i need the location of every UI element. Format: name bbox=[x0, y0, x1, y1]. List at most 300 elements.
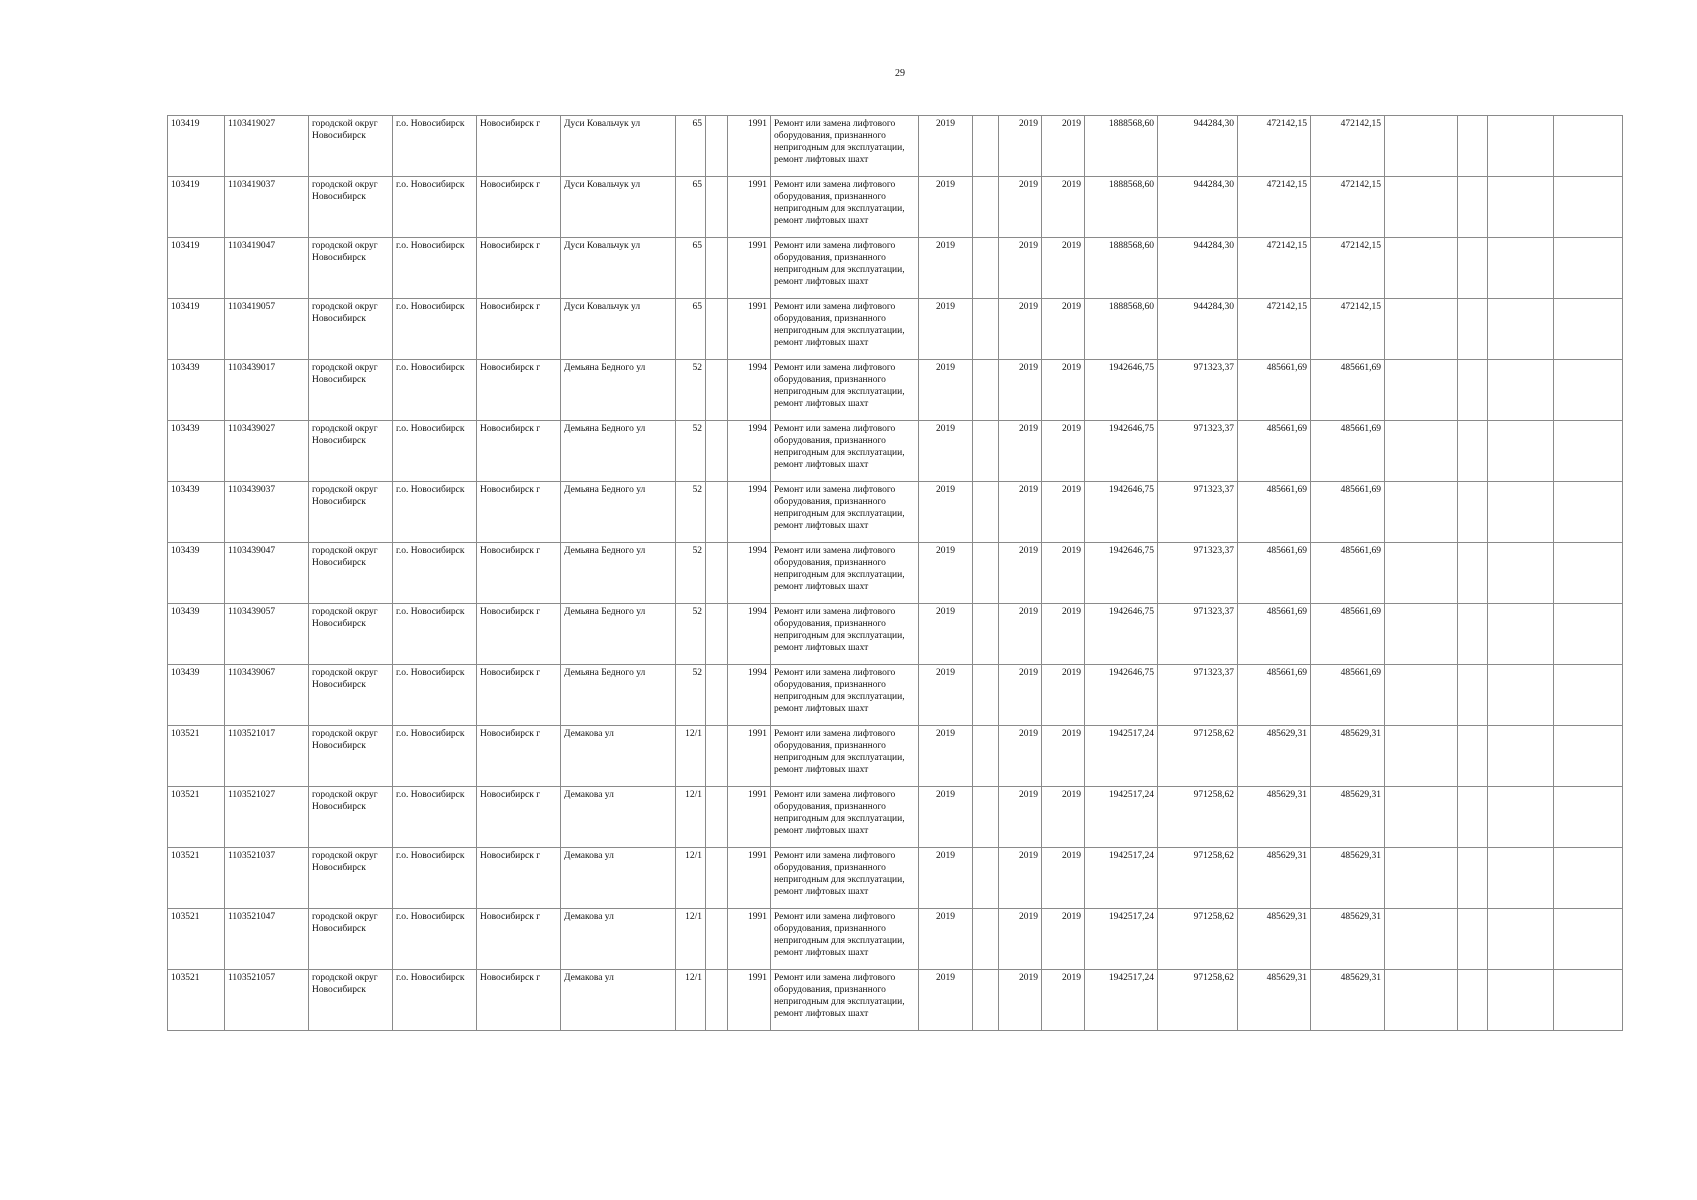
cell-district: г.о. Новосибирск bbox=[393, 299, 477, 360]
cell-work-type: Ремонт или замена лифтового оборудования, признанного непригодным для эксплуатации, ремонт лифтовых шахт bbox=[771, 665, 919, 726]
cell-work-type: Ремонт или замена лифтового оборудования, признанного непригодным для эксплуатации, ремонт лифтовых шахт bbox=[771, 238, 919, 299]
cell-house: 65 bbox=[676, 177, 706, 238]
cell-code: 1103521017 bbox=[225, 726, 309, 787]
cell-empty bbox=[1458, 665, 1488, 726]
cell-cost-region: 485661,69 bbox=[1238, 604, 1311, 665]
cell-empty bbox=[1385, 482, 1458, 543]
cell-street: Демакова ул bbox=[561, 848, 676, 909]
cell-cost-fund: 944284,30 bbox=[1158, 238, 1238, 299]
cell-empty bbox=[1554, 848, 1623, 909]
cell-cost-fund: 971258,62 bbox=[1158, 787, 1238, 848]
cell-work-type: Ремонт или замена лифтового оборудования, признанного непригодным для эксплуатации, ремонт лифтовых шахт bbox=[771, 970, 919, 1031]
cell-empty bbox=[973, 848, 999, 909]
cell-building bbox=[706, 970, 728, 1031]
table-row bbox=[168, 421, 1623, 482]
cell-plan-year: 2019 bbox=[919, 970, 973, 1031]
cell-cost-municipal: 485661,69 bbox=[1311, 421, 1385, 482]
cell-empty bbox=[1554, 604, 1623, 665]
cell-empty bbox=[973, 421, 999, 482]
cell-empty bbox=[1488, 299, 1554, 360]
cell-cost-region: 485661,69 bbox=[1238, 665, 1311, 726]
cell-empty bbox=[1554, 543, 1623, 604]
cell-street: Дуси Ковальчук ул bbox=[561, 238, 676, 299]
cell-street: Демакова ул bbox=[561, 787, 676, 848]
cell-city: Новосибирск г bbox=[477, 726, 561, 787]
cell-empty bbox=[1554, 726, 1623, 787]
cell-building bbox=[706, 909, 728, 970]
cell-cost-region: 485629,31 bbox=[1238, 726, 1311, 787]
cell-city: Новосибирск г bbox=[477, 543, 561, 604]
cell-empty bbox=[1385, 665, 1458, 726]
cell-empty bbox=[973, 177, 999, 238]
cell-house: 12/1 bbox=[676, 970, 706, 1031]
cell-code: 1103521037 bbox=[225, 848, 309, 909]
cell-year-from: 2019 bbox=[999, 177, 1042, 238]
cell-district: г.о. Новосибирск bbox=[393, 360, 477, 421]
cell-total-cost: 1888568,60 bbox=[1085, 116, 1158, 177]
cell-empty bbox=[1458, 299, 1488, 360]
cell-code: 1103439027 bbox=[225, 421, 309, 482]
cell-cost-fund: 944284,30 bbox=[1158, 177, 1238, 238]
cell-municipality: городской округ Новосибирск bbox=[309, 543, 393, 604]
cell-building bbox=[706, 421, 728, 482]
cell-cost-fund: 944284,30 bbox=[1158, 116, 1238, 177]
cell-year-built: 1994 bbox=[728, 604, 771, 665]
cell-empty bbox=[973, 543, 999, 604]
cell-city: Новосибирск г bbox=[477, 909, 561, 970]
cell-cost-fund: 971323,37 bbox=[1158, 665, 1238, 726]
cell-year-built: 1994 bbox=[728, 360, 771, 421]
cell-house: 65 bbox=[676, 238, 706, 299]
cell-empty bbox=[1488, 177, 1554, 238]
cell-cost-region: 485661,69 bbox=[1238, 360, 1311, 421]
cell-cost-region: 472142,15 bbox=[1238, 177, 1311, 238]
cell-empty bbox=[1458, 360, 1488, 421]
table-row bbox=[168, 726, 1623, 787]
cell-year-from: 2019 bbox=[999, 482, 1042, 543]
cell-cost-region: 485661,69 bbox=[1238, 543, 1311, 604]
cell-id: 103439 bbox=[168, 604, 225, 665]
cell-empty bbox=[973, 970, 999, 1031]
cell-year-to: 2019 bbox=[1042, 116, 1085, 177]
cell-empty bbox=[1488, 421, 1554, 482]
cell-cost-region: 485629,31 bbox=[1238, 787, 1311, 848]
cell-year-to: 2019 bbox=[1042, 665, 1085, 726]
cell-id: 103419 bbox=[168, 116, 225, 177]
cell-year-to: 2019 bbox=[1042, 848, 1085, 909]
cell-empty bbox=[973, 116, 999, 177]
cell-empty bbox=[1458, 177, 1488, 238]
cell-total-cost: 1942646,75 bbox=[1085, 543, 1158, 604]
cell-empty bbox=[1385, 604, 1458, 665]
cell-year-to: 2019 bbox=[1042, 299, 1085, 360]
cell-building bbox=[706, 604, 728, 665]
table-row bbox=[168, 909, 1623, 970]
cell-id: 103419 bbox=[168, 299, 225, 360]
cell-code: 1103419037 bbox=[225, 177, 309, 238]
cell-plan-year: 2019 bbox=[919, 726, 973, 787]
cell-year-from: 2019 bbox=[999, 116, 1042, 177]
cell-cost-fund: 971323,37 bbox=[1158, 604, 1238, 665]
cell-house: 52 bbox=[676, 543, 706, 604]
cell-empty bbox=[973, 665, 999, 726]
cell-empty bbox=[1385, 726, 1458, 787]
cell-code: 1103419027 bbox=[225, 116, 309, 177]
cell-empty bbox=[1554, 421, 1623, 482]
cell-empty bbox=[1458, 848, 1488, 909]
cell-city: Новосибирск г bbox=[477, 177, 561, 238]
cell-year-from: 2019 bbox=[999, 970, 1042, 1031]
cell-year-from: 2019 bbox=[999, 543, 1042, 604]
cell-year-from: 2019 bbox=[999, 848, 1042, 909]
table-row bbox=[168, 787, 1623, 848]
cell-total-cost: 1888568,60 bbox=[1085, 299, 1158, 360]
cell-id: 103439 bbox=[168, 665, 225, 726]
cell-year-from: 2019 bbox=[999, 909, 1042, 970]
cell-empty bbox=[1458, 116, 1488, 177]
cell-house: 12/1 bbox=[676, 848, 706, 909]
cell-id: 103439 bbox=[168, 482, 225, 543]
cell-year-to: 2019 bbox=[1042, 604, 1085, 665]
cell-plan-year: 2019 bbox=[919, 482, 973, 543]
cell-cost-municipal: 485661,69 bbox=[1311, 604, 1385, 665]
cell-empty bbox=[1458, 726, 1488, 787]
cell-city: Новосибирск г bbox=[477, 421, 561, 482]
cell-id: 103521 bbox=[168, 970, 225, 1031]
cell-cost-region: 472142,15 bbox=[1238, 116, 1311, 177]
cell-municipality: городской округ Новосибирск bbox=[309, 360, 393, 421]
cell-empty bbox=[1554, 299, 1623, 360]
cell-district: г.о. Новосибирск bbox=[393, 848, 477, 909]
cell-cost-fund: 971323,37 bbox=[1158, 482, 1238, 543]
cell-plan-year: 2019 bbox=[919, 848, 973, 909]
cell-year-from: 2019 bbox=[999, 421, 1042, 482]
cell-municipality: городской округ Новосибирск bbox=[309, 604, 393, 665]
cell-empty bbox=[973, 909, 999, 970]
cell-year-to: 2019 bbox=[1042, 360, 1085, 421]
cell-street: Демьяна Бедного ул bbox=[561, 665, 676, 726]
cell-code: 1103439067 bbox=[225, 665, 309, 726]
cell-year-to: 2019 bbox=[1042, 970, 1085, 1031]
cell-municipality: городской округ Новосибирск bbox=[309, 665, 393, 726]
cell-district: г.о. Новосибирск bbox=[393, 787, 477, 848]
page-number: 29 bbox=[895, 68, 905, 79]
cell-municipality: городской округ Новосибирск bbox=[309, 970, 393, 1031]
cell-empty bbox=[1385, 543, 1458, 604]
cell-city: Новосибирск г bbox=[477, 848, 561, 909]
cell-district: г.о. Новосибирск bbox=[393, 421, 477, 482]
cell-work-type: Ремонт или замена лифтового оборудования, признанного непригодным для эксплуатации, ремонт лифтовых шахт bbox=[771, 299, 919, 360]
table-row bbox=[168, 848, 1623, 909]
cell-cost-region: 472142,15 bbox=[1238, 299, 1311, 360]
cell-empty bbox=[1488, 848, 1554, 909]
cell-total-cost: 1942517,24 bbox=[1085, 970, 1158, 1031]
table-row bbox=[168, 970, 1623, 1031]
cell-code: 1103521057 bbox=[225, 970, 309, 1031]
cell-street: Демакова ул bbox=[561, 970, 676, 1031]
cell-empty bbox=[1458, 604, 1488, 665]
cell-empty bbox=[1458, 238, 1488, 299]
cell-house: 12/1 bbox=[676, 787, 706, 848]
cell-year-to: 2019 bbox=[1042, 238, 1085, 299]
cell-cost-municipal: 485629,31 bbox=[1311, 726, 1385, 787]
cell-cost-region: 485629,31 bbox=[1238, 909, 1311, 970]
cell-work-type: Ремонт или замена лифтового оборудования, признанного непригодным для эксплуатации, ремонт лифтовых шахт bbox=[771, 543, 919, 604]
cell-code: 1103439057 bbox=[225, 604, 309, 665]
cell-code: 1103521027 bbox=[225, 787, 309, 848]
cell-street: Дуси Ковальчук ул bbox=[561, 299, 676, 360]
cell-street: Дуси Ковальчук ул bbox=[561, 177, 676, 238]
cell-building bbox=[706, 360, 728, 421]
cell-empty bbox=[973, 360, 999, 421]
cell-empty bbox=[1554, 482, 1623, 543]
cell-cost-fund: 971323,37 bbox=[1158, 360, 1238, 421]
cell-total-cost: 1942646,75 bbox=[1085, 421, 1158, 482]
cell-plan-year: 2019 bbox=[919, 238, 973, 299]
cell-municipality: городской округ Новосибирск bbox=[309, 726, 393, 787]
cell-work-type: Ремонт или замена лифтового оборудования, признанного непригодным для эксплуатации, ремонт лифтовых шахт bbox=[771, 787, 919, 848]
cell-empty bbox=[1385, 421, 1458, 482]
cell-district: г.о. Новосибирск bbox=[393, 726, 477, 787]
cell-year-from: 2019 bbox=[999, 787, 1042, 848]
cell-house: 52 bbox=[676, 360, 706, 421]
cell-city: Новосибирск г bbox=[477, 116, 561, 177]
cell-year-built: 1991 bbox=[728, 177, 771, 238]
cell-cost-municipal: 485629,31 bbox=[1311, 970, 1385, 1031]
cell-id: 103521 bbox=[168, 909, 225, 970]
cell-total-cost: 1942646,75 bbox=[1085, 604, 1158, 665]
cell-empty bbox=[1554, 116, 1623, 177]
cell-cost-region: 485661,69 bbox=[1238, 482, 1311, 543]
cell-empty bbox=[1385, 116, 1458, 177]
cell-empty bbox=[1385, 177, 1458, 238]
cell-building bbox=[706, 787, 728, 848]
cell-city: Новосибирск г bbox=[477, 665, 561, 726]
cell-building bbox=[706, 665, 728, 726]
cell-empty bbox=[1458, 482, 1488, 543]
cell-cost-municipal: 485661,69 bbox=[1311, 665, 1385, 726]
cell-cost-region: 485661,69 bbox=[1238, 421, 1311, 482]
cell-empty bbox=[1385, 299, 1458, 360]
cell-cost-fund: 971258,62 bbox=[1158, 726, 1238, 787]
cell-plan-year: 2019 bbox=[919, 543, 973, 604]
cell-year-built: 1991 bbox=[728, 970, 771, 1031]
cell-id: 103521 bbox=[168, 726, 225, 787]
cell-municipality: городской округ Новосибирск bbox=[309, 421, 393, 482]
cell-street: Демьяна Бедного ул bbox=[561, 604, 676, 665]
cell-street: Демьяна Бедного ул bbox=[561, 543, 676, 604]
cell-empty bbox=[1488, 482, 1554, 543]
cell-district: г.о. Новосибирск bbox=[393, 665, 477, 726]
cell-year-from: 2019 bbox=[999, 299, 1042, 360]
cell-building bbox=[706, 177, 728, 238]
cell-cost-fund: 971258,62 bbox=[1158, 848, 1238, 909]
cell-district: г.о. Новосибирск bbox=[393, 482, 477, 543]
cell-cost-fund: 971258,62 bbox=[1158, 970, 1238, 1031]
table-row bbox=[168, 482, 1623, 543]
cell-empty bbox=[973, 299, 999, 360]
cell-empty bbox=[1554, 177, 1623, 238]
cell-year-built: 1994 bbox=[728, 543, 771, 604]
cell-year-built: 1991 bbox=[728, 848, 771, 909]
cell-code: 1103439037 bbox=[225, 482, 309, 543]
cell-year-to: 2019 bbox=[1042, 177, 1085, 238]
cell-house: 65 bbox=[676, 116, 706, 177]
table-row bbox=[168, 665, 1623, 726]
cell-id: 103439 bbox=[168, 543, 225, 604]
cell-id: 103419 bbox=[168, 238, 225, 299]
cell-plan-year: 2019 bbox=[919, 604, 973, 665]
cell-empty bbox=[1488, 238, 1554, 299]
cell-municipality: городской округ Новосибирск bbox=[309, 909, 393, 970]
cell-empty bbox=[1458, 970, 1488, 1031]
cell-total-cost: 1888568,60 bbox=[1085, 177, 1158, 238]
cell-district: г.о. Новосибирск bbox=[393, 238, 477, 299]
cell-cost-municipal: 485629,31 bbox=[1311, 848, 1385, 909]
cell-year-from: 2019 bbox=[999, 665, 1042, 726]
cell-street: Демьяна Бедного ул bbox=[561, 360, 676, 421]
cell-work-type: Ремонт или замена лифтового оборудования, признанного непригодным для эксплуатации, ремонт лифтовых шахт bbox=[771, 177, 919, 238]
cell-empty bbox=[1554, 665, 1623, 726]
cell-work-type: Ремонт или замена лифтового оборудования, признанного непригодным для эксплуатации, ремонт лифтовых шахт bbox=[771, 726, 919, 787]
cell-district: г.о. Новосибирск bbox=[393, 543, 477, 604]
cell-plan-year: 2019 bbox=[919, 665, 973, 726]
cell-year-built: 1994 bbox=[728, 665, 771, 726]
cell-cost-municipal: 485661,69 bbox=[1311, 543, 1385, 604]
cell-municipality: городской округ Новосибирск bbox=[309, 299, 393, 360]
cell-city: Новосибирск г bbox=[477, 482, 561, 543]
cell-street: Демакова ул bbox=[561, 909, 676, 970]
cell-work-type: Ремонт или замена лифтового оборудования, признанного непригодным для эксплуатации, ремонт лифтовых шахт bbox=[771, 116, 919, 177]
cell-id: 103439 bbox=[168, 360, 225, 421]
cell-total-cost: 1888568,60 bbox=[1085, 238, 1158, 299]
cell-municipality: городской округ Новосибирск bbox=[309, 238, 393, 299]
table-row bbox=[168, 116, 1623, 177]
cell-empty bbox=[1488, 116, 1554, 177]
cell-total-cost: 1942517,24 bbox=[1085, 848, 1158, 909]
cell-district: г.о. Новосибирск bbox=[393, 116, 477, 177]
cell-building bbox=[706, 543, 728, 604]
cell-cost-municipal: 485629,31 bbox=[1311, 787, 1385, 848]
cell-city: Новосибирск г bbox=[477, 360, 561, 421]
cell-empty bbox=[1385, 787, 1458, 848]
cell-house: 65 bbox=[676, 299, 706, 360]
cell-empty bbox=[1385, 848, 1458, 909]
cell-house: 52 bbox=[676, 665, 706, 726]
cell-empty bbox=[1488, 360, 1554, 421]
cell-empty bbox=[1385, 970, 1458, 1031]
cell-year-built: 1991 bbox=[728, 299, 771, 360]
cell-cost-municipal: 485661,69 bbox=[1311, 360, 1385, 421]
cell-house: 12/1 bbox=[676, 909, 706, 970]
cell-year-to: 2019 bbox=[1042, 909, 1085, 970]
cell-plan-year: 2019 bbox=[919, 116, 973, 177]
cell-house: 12/1 bbox=[676, 726, 706, 787]
cell-cost-municipal: 485629,31 bbox=[1311, 909, 1385, 970]
cell-empty bbox=[1385, 360, 1458, 421]
cell-city: Новосибирск г bbox=[477, 970, 561, 1031]
cell-empty bbox=[1488, 970, 1554, 1031]
cell-plan-year: 2019 bbox=[919, 421, 973, 482]
cell-work-type: Ремонт или замена лифтового оборудования, признанного непригодным для эксплуатации, ремонт лифтовых шахт bbox=[771, 482, 919, 543]
cell-total-cost: 1942517,24 bbox=[1085, 909, 1158, 970]
cell-year-to: 2019 bbox=[1042, 543, 1085, 604]
cell-year-from: 2019 bbox=[999, 360, 1042, 421]
cell-building bbox=[706, 116, 728, 177]
cell-cost-municipal: 472142,15 bbox=[1311, 177, 1385, 238]
cell-cost-municipal: 472142,15 bbox=[1311, 116, 1385, 177]
cell-year-built: 1991 bbox=[728, 726, 771, 787]
cell-city: Новосибирск г bbox=[477, 604, 561, 665]
cell-empty bbox=[1488, 726, 1554, 787]
cell-empty bbox=[1488, 909, 1554, 970]
cell-building bbox=[706, 726, 728, 787]
cell-year-built: 1991 bbox=[728, 909, 771, 970]
cell-plan-year: 2019 bbox=[919, 177, 973, 238]
cell-year-to: 2019 bbox=[1042, 726, 1085, 787]
cell-empty bbox=[1554, 238, 1623, 299]
cell-year-built: 1994 bbox=[728, 421, 771, 482]
cell-cost-region: 485629,31 bbox=[1238, 848, 1311, 909]
cell-municipality: городской округ Новосибирск bbox=[309, 177, 393, 238]
cell-empty bbox=[1488, 543, 1554, 604]
cell-district: г.о. Новосибирск bbox=[393, 177, 477, 238]
cell-year-built: 1994 bbox=[728, 482, 771, 543]
cell-empty bbox=[973, 482, 999, 543]
table-row bbox=[168, 299, 1623, 360]
cell-id: 103439 bbox=[168, 421, 225, 482]
cell-cost-fund: 944284,30 bbox=[1158, 299, 1238, 360]
cell-empty bbox=[1488, 604, 1554, 665]
cell-street: Дуси Ковальчук ул bbox=[561, 116, 676, 177]
cell-building bbox=[706, 299, 728, 360]
cell-empty bbox=[1385, 238, 1458, 299]
cell-district: г.о. Новосибирск bbox=[393, 970, 477, 1031]
cell-street: Демакова ул bbox=[561, 726, 676, 787]
cell-empty bbox=[1554, 909, 1623, 970]
cell-city: Новосибирск г bbox=[477, 238, 561, 299]
table-row bbox=[168, 238, 1623, 299]
table-row bbox=[168, 360, 1623, 421]
table-row bbox=[168, 543, 1623, 604]
cell-cost-municipal: 485661,69 bbox=[1311, 482, 1385, 543]
cell-empty bbox=[1554, 787, 1623, 848]
cell-empty bbox=[973, 787, 999, 848]
table-row bbox=[168, 604, 1623, 665]
cell-year-built: 1991 bbox=[728, 116, 771, 177]
cell-empty bbox=[973, 238, 999, 299]
cell-year-from: 2019 bbox=[999, 238, 1042, 299]
cell-empty bbox=[1488, 665, 1554, 726]
cell-year-built: 1991 bbox=[728, 238, 771, 299]
cell-cost-fund: 971323,37 bbox=[1158, 421, 1238, 482]
cell-year-from: 2019 bbox=[999, 726, 1042, 787]
table-row bbox=[168, 177, 1623, 238]
cell-building bbox=[706, 848, 728, 909]
cell-plan-year: 2019 bbox=[919, 909, 973, 970]
cell-municipality: городской округ Новосибирск bbox=[309, 116, 393, 177]
cell-plan-year: 2019 bbox=[919, 787, 973, 848]
cell-municipality: городской округ Новосибирск bbox=[309, 787, 393, 848]
cell-year-to: 2019 bbox=[1042, 482, 1085, 543]
cell-empty bbox=[1554, 360, 1623, 421]
cell-code: 1103521047 bbox=[225, 909, 309, 970]
cell-id: 103521 bbox=[168, 848, 225, 909]
cell-cost-region: 485629,31 bbox=[1238, 970, 1311, 1031]
cell-code: 1103419047 bbox=[225, 238, 309, 299]
cell-total-cost: 1942517,24 bbox=[1085, 726, 1158, 787]
cell-plan-year: 2019 bbox=[919, 299, 973, 360]
